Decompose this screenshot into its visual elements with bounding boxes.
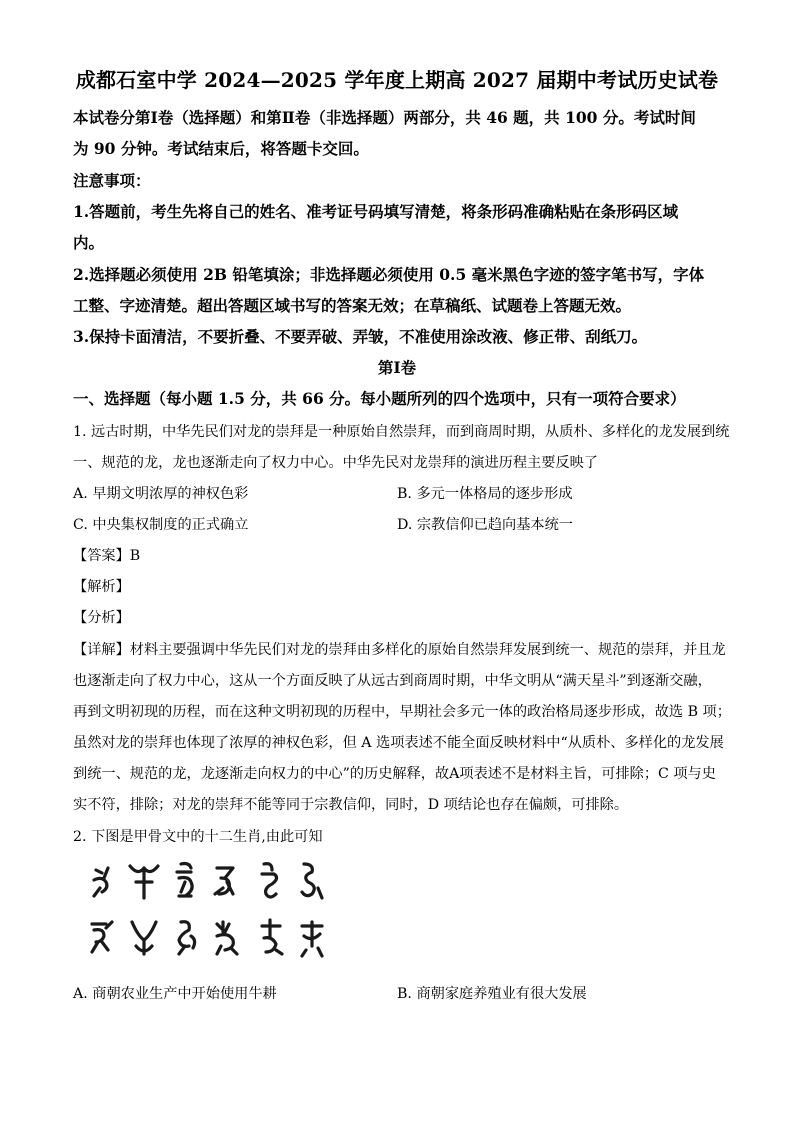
glyph-ox: [130, 866, 158, 898]
q1-fenxi-label: 【分析】: [73, 610, 130, 626]
oracle-bone-zodiac-image: [86, 858, 336, 973]
glyph-monkey: [179, 922, 195, 954]
q1-detail-line-6: 实不符，排除；对龙的崇拜不能等同于宗教信仰，同时，D 项结论也存在偏颇，可排除。: [73, 797, 629, 813]
q1-detail-line-4: 虽然对龙的崇拜也体现了浓厚的神权色彩，但 A 选项表述不能全面反映材料中“从质朴、多样化的龙发展: [73, 735, 724, 751]
q1-detail-line-1: 【详解】材料主要强调中华先民们对龙的崇拜由多样化的原始自然崇拜发展到统一、规范的崇拜，并且龙: [73, 642, 726, 658]
glyph-pig: [302, 922, 322, 956]
q2-stem: 2. 下图是甲骨文中的十二生肖,由此可知: [73, 829, 323, 845]
q1-option-c: C. 中央集权制度的正式确立: [73, 517, 249, 533]
q1-stem-line-1: 1. 远古时期，中华先民们对龙的崇拜是一种原始自然崇拜，而到商周时期，从质朴、多样化的龙发展到统: [73, 424, 730, 440]
glyph-rabbit: [215, 868, 233, 894]
notes-heading: 注意事项：: [73, 171, 151, 190]
oracle-glyphs-svg: [86, 858, 336, 973]
note-2-line-2: 工整、字迹清楚。超出答题区域书写的答案无效；在草稿纸、试题卷上答题无效。: [73, 296, 632, 315]
q1-detail-line-3: 再到文明初现的历程，而在这种文明初现的历程中，早期社会多元一体的政治格局逐步形成，故选 B 项；: [73, 704, 731, 720]
glyph-dog: [262, 920, 282, 954]
glyph-rat: [94, 868, 108, 896]
q2-option-a: A. 商朝农业生产中开始使用牛耕: [73, 986, 277, 1002]
note-3: 3.保持卡面清洁，不要折叠、不要弄破、弄皱，不准使用涂改液、修正带、刮纸刀。: [73, 327, 648, 346]
glyph-rooster: [217, 922, 237, 954]
q2-option-b: B. 商朝家庭养殖业有很大发展: [397, 986, 587, 1002]
part-1-title: 第Ⅰ卷: [377, 358, 417, 377]
note-1-line-1: 1.答题前，考生先将自己的姓名、准考证号码填写清楚，将条形码准确粘贴在条形码区域: [73, 202, 679, 221]
glyph-goat: [132, 922, 156, 954]
q1-stem-line-2: 一、规范的龙，龙也逐渐走向了权力中心。中华先民对龙崇拜的演进历程主要反映了: [73, 455, 598, 471]
note-1-line-2: 内。: [73, 233, 105, 252]
q1-option-a: A. 早期文明浓厚的神权色彩: [73, 486, 249, 502]
glyph-dragon: [262, 864, 277, 897]
q1-detail-line-2: 也逐渐走向了权力中心，这从一个方面反映了从远古到商周时期，中华文明从“满天星斗”到逐渐交融，: [73, 673, 712, 689]
note-2-line-1: 2.选择题必须使用 2B 铅笔填涂；非选择题必须使用 0.5 毫米黑色字迹的签字笔书写，字体: [73, 265, 705, 284]
glyph-horse: [92, 922, 112, 952]
glyph-snake: [302, 864, 322, 898]
section-heading: 一、选择题（每小题 1.5 分，共 66 分。每小题所列的四个选项中，只有一项符合要求）: [73, 389, 686, 408]
q1-answer: 【答案】B: [73, 548, 141, 564]
intro-line-2: 为 90 分钟。考试结束后，将答题卡交回。: [73, 139, 369, 158]
q1-option-d: D. 宗教信仰已趋向基本统一: [397, 517, 573, 533]
q1-detail-line-5: 到统一、规范的龙，龙逐渐走向权力的中心”的历史解释，故A项表述不是材料主旨，可排除；C 项与史: [73, 766, 716, 782]
glyph-tiger: [177, 864, 192, 897]
page-title: 成都石室中学 2024—2025 学年度上期高 2027 届期中考试历史试卷: [75, 68, 719, 92]
intro-line-1: 本试卷分第Ⅰ卷（选择题）和第Ⅱ卷（非选择题）两部分，共 46 题，共 100 分。考试时间: [73, 108, 696, 127]
q1-option-b: B. 多元一体格局的逐步形成: [397, 486, 573, 502]
q1-analysis-label: 【解析】: [73, 579, 130, 595]
